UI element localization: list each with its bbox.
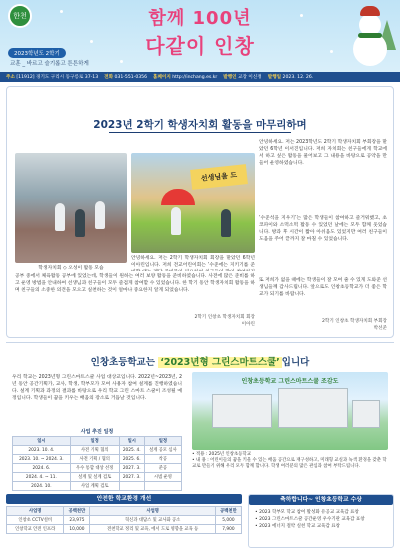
project-notes xyxy=(192,452,388,471)
safety-table xyxy=(6,506,242,534)
table-header-row xyxy=(7,507,242,516)
council-paragraph-right-3: 또 저희가 없을 때에는 학생들이 잘 모여 줄 수 있게 도와준 선생님들께 감사드립니다. 앞으로도 인창초등학교가 더 좋은 학교가 되기를 바랍니다. xyxy=(259,278,387,297)
publisher-label: 발행인 xyxy=(223,75,237,80)
table-row: 인창초 CCTV설비 23,975 혁신과 대담스 및 교사화 공소 5,000 xyxy=(7,516,242,525)
table-row: 인창학교 안전 인프라 10,000 전천학교 정리 및 교육, 에서 도로 영향을 교육 등 7,900 xyxy=(7,525,242,534)
table-row: 2023. 10. ~ 2024. 3. 사전 기획 / 협의 2025. 6. 착공 xyxy=(13,455,182,464)
right-signature-role: 2학기 인창초 학생자치회 부회장 xyxy=(322,319,387,324)
homepage-link[interactable]: http://inchang.es.kr xyxy=(172,75,218,80)
heading-underline xyxy=(109,132,291,133)
newsletter-header xyxy=(0,0,400,72)
left-signature xyxy=(147,315,255,328)
student-figure xyxy=(75,209,85,237)
building-shape xyxy=(278,388,348,428)
poster-text: 인창초등학교 그린스마트스쿨 조감도 xyxy=(241,378,339,385)
green-smart-paragraph: 우리 학교는 2023년형 그린스마트스쿨 사업 대상교입니다. 2022년~2023년, 2년 동안 공간기획가, 교사, 학생, 학부모가 모여 사용자 참여 설계를 진행하였습니다. 설계 기획과 과정의 결과를 바탕으로 우리 학교 그린 스마트 스쿨이 조성될 예정입니다. 학생들이 꿈을 키우는 배움의 장소로 거듭날 것입니다. xyxy=(12,375,182,401)
school-motto: 교훈 _ 바르고 슬기롭고 튼튼하게 xyxy=(10,61,89,67)
right-signature-name: 박선준 xyxy=(373,325,387,331)
publisher: 교장 이신정 xyxy=(238,75,262,80)
awards-title: 축하합니다~ 인창초등학교 수상 xyxy=(249,495,393,505)
publish-date: 2023. 12. 26. xyxy=(282,75,314,80)
school-logo: 한천 xyxy=(8,4,32,28)
council-photo-center xyxy=(131,153,255,253)
safety-box xyxy=(6,494,242,548)
list-item: • 2023 그린스마트스쿨 공간운영 우수기관 교육감 표창 xyxy=(255,517,365,522)
student-figure xyxy=(55,203,65,231)
list-item: • 2023 에너지 절약 실천 학교 교육감 표창 xyxy=(255,524,340,529)
student-figure xyxy=(95,201,105,229)
date-label: 발행일 xyxy=(267,75,282,80)
awards-box xyxy=(248,494,394,548)
column-header: 사업명 xyxy=(7,507,64,516)
section-divider xyxy=(6,342,394,343)
student-council-section xyxy=(6,86,394,338)
phone: 031-551-0356 xyxy=(114,75,148,80)
student-figure xyxy=(221,209,231,237)
schedule-table-title: 사업 추진 일정 xyxy=(80,429,114,435)
green-smart-heading xyxy=(6,354,394,368)
left-signature-role: 2학기 인창초 학생자치회 회장 xyxy=(194,315,255,320)
heading-suffix: 입니다 xyxy=(281,357,310,368)
table-row: 2024. 4. ~ 11. 설계 및 설계 검토 2027. 3. 시범 운영 xyxy=(13,473,182,482)
column-header: 일시 xyxy=(13,437,71,446)
council-paragraph-left-2: 공부 중에서 체육활동 공부에 있었는데, 학생들이 원하는 여러 보양 활동을 준비하였습니다. 사전에 많은 준비를 하고 운영 방법을 안내하여 선생님과 친구들이 모두 즐겁게 참여할 수 있었습니다. 한 학기 동안 학생자치회 활동을 하며 친구들의 소중한 의견을 모으고 실천하는 것이 얼마나 중요한지 알게 되었습니다. xyxy=(15,274,255,293)
photo-caption: 학생자치회 ◇ 오성이 활동 모습 xyxy=(38,266,104,271)
phone-label: 전화 xyxy=(104,75,114,80)
building-shape xyxy=(212,394,272,428)
table-header-row xyxy=(13,437,182,446)
section-heading: 2023년 2학기 학생자치회 활동을 마무리하며 xyxy=(93,119,307,131)
title-line-2: 다같이 인창 xyxy=(145,34,255,58)
table-row: 2024. 6. 우수 통합 대상 선정 2027. 3. 준공 xyxy=(13,464,182,473)
welcome-sign: 선생님을 드 xyxy=(190,164,248,190)
council-paragraph-right: 안녕하세요. 저는 2023학년도 2학기 학생자치회 부회장을 맡았던 6학년 이서진입니다. 저희 자치회는 친구들에게 학교에서 하고 싶은 활동을 물어보고 그 내용을 바탕으로 공약을 만들어 운영하였습니다. xyxy=(259,140,387,166)
heading-highlight: ‘2023년형 그린스마트스쿨’ xyxy=(160,357,280,368)
table-row: 2024. 10. 사업 계획 검토 xyxy=(13,482,182,491)
heading-prefix: 인창초등학교는 xyxy=(90,357,159,368)
council-paragraph-right-2: ‘수준석을 지우기’는 많은 학생들이 참여하고 즐거워했고, 초코파이와 소떡소떡 활동 수 있었던 날에는 모두 함께 웃었습니다. 방과 후 시간이 짧아 아쉬움도 있었지만 여러 친구들이 도움을 주어 끝까지 잘 마칠 수 있었습니다. xyxy=(259,216,387,242)
note-line: • 내 용 : 어린이들의 꿈을 키울 수 있는 배움 공간으로 재구성하고, 미래형 교실과 녹색 환경을 갖춘 학교로 만들기 위해 우리 모두 함께 합니다. 학생 여러분의 많은 관심과 참여 부탁드립니다. xyxy=(192,458,387,470)
address-label: 주소 xyxy=(6,75,15,80)
column-header: 사업명 xyxy=(90,507,215,516)
schedule-table xyxy=(12,436,182,491)
school-rendering-image xyxy=(192,372,388,450)
council-photo-left xyxy=(15,153,127,263)
right-signature xyxy=(259,319,387,332)
homepage-label: 홈페이지 xyxy=(153,75,171,80)
umbrella-icon xyxy=(161,189,195,205)
column-header: 공백천만 xyxy=(215,507,241,516)
column-header: 일정 xyxy=(70,437,119,446)
edition-badge: 2023학년도 2학기 xyxy=(8,48,66,58)
table-row: 2023. 10. 4. 사전 기획 협의 2025. 4. 설계 공모 심사 xyxy=(13,446,182,455)
awards-list xyxy=(249,505,393,534)
building-shape xyxy=(352,400,380,428)
safety-title: 안전한 학교환경 개선 xyxy=(6,494,242,504)
green-smart-school-section xyxy=(6,346,394,488)
address: [11912] 경기도 구리시 동구릉로 37-13 xyxy=(16,75,99,80)
info-bar xyxy=(0,72,400,82)
snowflake xyxy=(120,60,123,63)
bottom-section xyxy=(6,494,394,548)
council-paragraph-left: 안녕하세요. 저는 2학기 학생자치회 회장을 맡았던 6학년 이아린입니다. 저희 전교어린이회는 ‘수준에는 지키기를 준 xyxy=(131,256,255,268)
list-item: • 2023 학부모 학교 참여 활성화 유공교 교육감 표창 xyxy=(255,510,359,515)
snowman-icon xyxy=(350,6,390,68)
column-header: 일정 xyxy=(144,437,181,446)
title-line-1: 함께 100년 xyxy=(148,8,252,29)
note-line: • 적용 : 2025년 인창초등학교 xyxy=(192,452,251,457)
column-header: 일시 xyxy=(119,437,144,446)
student-figure xyxy=(171,207,181,235)
column-header: 공백천만 xyxy=(64,507,90,516)
left-signature-name: 이아린 xyxy=(241,321,255,327)
